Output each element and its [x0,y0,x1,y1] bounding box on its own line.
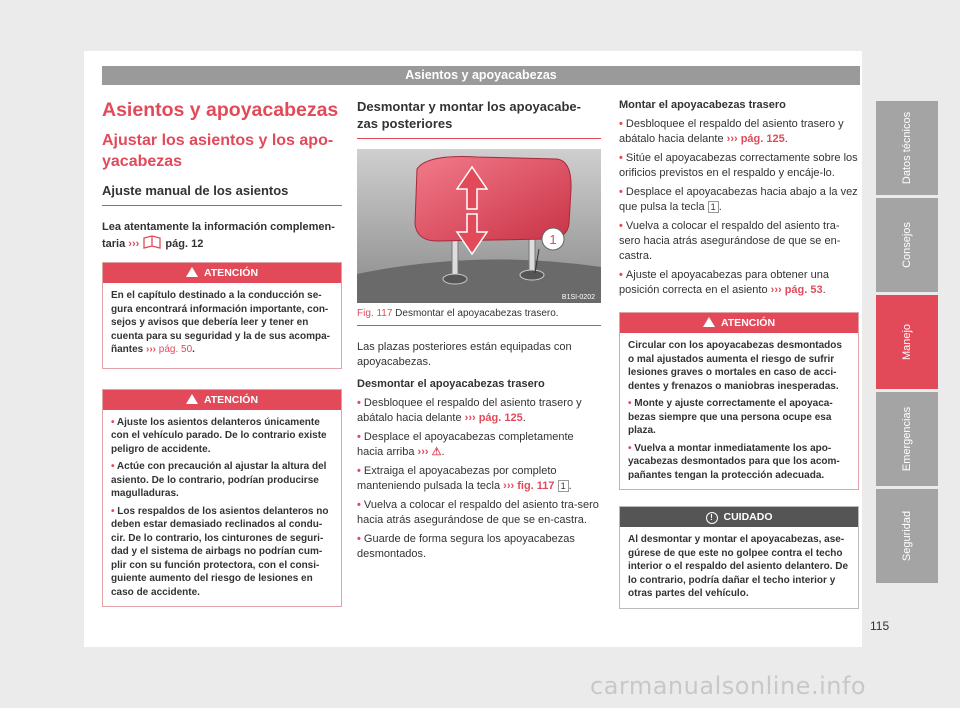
warning-body [103,410,341,607]
column-left [102,98,342,607]
list-item: • Vuelva a colocar el respaldo del asiento tra-sero hacia atrás asegurándose de que se en-castra. [357,498,601,528]
headrest-illustration [357,149,601,303]
list-item: • Ajuste el apoyacabezas para obtener una posición correcta en el asiento ››› pág. 53. [619,268,859,298]
tab-label: Seguridad [901,510,913,562]
warning-label: ATENCIÓN [203,393,259,406]
page-ref-link[interactable]: pág. 125 [478,412,523,424]
list-item: • Desplace el apoyacabezas hacia abajo a la vez que pulsa la tecla 1 . [619,185,859,215]
warning-box-1 [102,262,342,369]
warning-label: ATENCIÓN [203,267,259,279]
info-icon: ! [706,512,718,524]
tab-label: Consejos [901,222,913,268]
warning-title [103,263,341,283]
watermark: carmanualsonline.info [590,672,867,700]
ref-arrows: ››› [146,344,157,355]
figure-caption-text: Desmontar el apoyacabezas trasero. [395,308,559,319]
warning-icon [703,317,715,327]
caution-box [619,506,859,609]
book-icon [142,235,162,249]
tab-manejo[interactable] [876,295,938,389]
list-item: • Desbloquee el respaldo del asiento trasero y abátalo hacia delante ››› pág. 125. [357,396,601,426]
caution-title [620,507,858,527]
column-right [619,98,859,609]
warning-title [620,313,858,333]
steps-list [619,117,859,298]
ref-arrows: ››› [128,238,140,250]
paragraph: Las plazas posteriores están equipadas con apoyacabezas. [357,341,572,368]
page-ref-link[interactable]: pág. 125 [740,133,785,145]
warning-text: Circular con los apoyacabezas desmontados o mal ajustados aumenta el riesgo de sufrir lesiones graves o mortales en caso de acci-dentes y frenazos o maniobras inesperadas. [628,340,842,392]
intro-page-ref[interactable]: pág. 12 [162,238,204,250]
warning-body [103,283,341,368]
tab-seguridad[interactable] [876,489,938,583]
warning-title [103,390,341,410]
chapter-tabs [876,101,938,586]
list-item: • Extraiga el apoyacabezas por completo manteniendo pulsada la tecla ››› fig. 117 1 . [357,464,601,494]
warning-item: • Actúe con precaución al ajustar la altura del asiento. De lo contrario, podrían producirse magulladuras. [111,460,333,501]
warning-text: En el capítulo destinado a la conducción se-gura encontrará información importante, con-sejos y avisos que debería leer y tener en cuenta para su seguridad y la de sus acompa-ñantes [111,290,330,355]
warning-ref-icon[interactable]: ⚠ [431,446,442,458]
page-header: Asientos y apoyacabezas [102,66,860,85]
warning-body [620,333,858,489]
list-item: • Desplace el apoyacabezas completamente hacia arriba ››› ⚠. [357,430,601,460]
tab-datos-tecnicos[interactable] [876,101,938,195]
list-item: • Sitúe el apoyacabezas correctamente sobre los orificios previstos en el respaldo y encáje-lo. [619,151,859,181]
caution-body [620,527,858,608]
caution-text: Al desmontar y montar el apoyacabezas, ase-gúrese de que este no golpee contra el techo interior o el respaldo del asiento delantero. De lo contrario, podría dañar el techo interior y otras partes del vehículo. [628,534,849,599]
subsection-title: Ajuste manual de los asientos [102,182,342,206]
figure-marker-label: 1 [549,232,557,247]
warning-page-ref[interactable]: pág. 50 [158,344,193,355]
list-item: • Vuelva a colocar el respaldo del asiento tra-sero hacia atrás asegurándose de que se en-castra. [619,219,859,264]
tab-emergencias[interactable] [876,392,938,486]
headrest-figure [357,149,601,303]
warning-item: • Ajuste los asientos delanteros únicamente con el vehículo parado. De lo contrario existe peligro de accidente. [111,416,333,457]
column-middle [357,98,601,566]
steps-heading: Desmontar el apoyacabezas trasero [357,378,545,390]
warning-icon [186,267,198,277]
page-ref-link[interactable]: pág. 53 [784,284,823,296]
figure-caption [357,307,601,326]
page-title: Asientos y apoyacabezas [102,99,339,121]
tab-label: Emergencias [901,406,913,472]
warning-box-3 [619,312,859,490]
warning-text-end: . [192,344,195,355]
figure-code: B1SI-0202 [561,294,595,301]
warning-item: • Los respaldos de los asientos delanteros no deben estar demasiado reclinados al condu-cir. De lo contrario, los cinturones de seguri-dad y el sistema de airbags no podrían cum-plir con su función protectora, con el consi-guiente aumento del riesgo de lesiones en caso de accidente. [111,505,333,600]
key-number-badge: 1 [708,201,719,213]
page-number: 115 [870,619,890,633]
caution-label: CUIDADO [723,511,773,523]
tab-label: Datos técnicos [901,111,913,185]
tab-label: Manejo [901,323,913,361]
steps-list [357,396,601,562]
steps-heading: Montar el apoyacabezas trasero [619,99,786,111]
tab-consejos[interactable] [876,198,938,292]
warning-item: • Monte y ajuste correctamente el apoyaca-bezas siempre que una persona ocupe esa plaza. [628,397,850,438]
list-item: • Desbloquee el respaldo del asiento trasero y abátalo hacia delante ››› pág. 125. [619,117,859,147]
section-title: Ajustar los asientos y los apo-yacabezas [102,132,334,170]
warning-box-2 [102,389,342,608]
list-item: • Guarde de forma segura los apoyacabezas desmontados. [357,532,601,562]
figure-number: Fig. 117 [357,308,393,319]
subsection-title: Desmontar y montar los apoyacabe-zas posteriores [357,98,601,139]
warning-label: ATENCIÓN [720,317,776,329]
warning-icon [186,394,198,404]
key-number-badge: 1 [558,480,569,492]
intro-text: Lea atentamente la información complemen-taria [102,221,335,250]
intro-paragraph [102,220,342,252]
warning-item: • Vuelva a montar inmediatamente los apo-yacabezas desmontados para que los acom-pañantes tengan la protección adecuada. [628,442,850,483]
figure-ref-link[interactable]: fig. 117 [517,480,555,492]
